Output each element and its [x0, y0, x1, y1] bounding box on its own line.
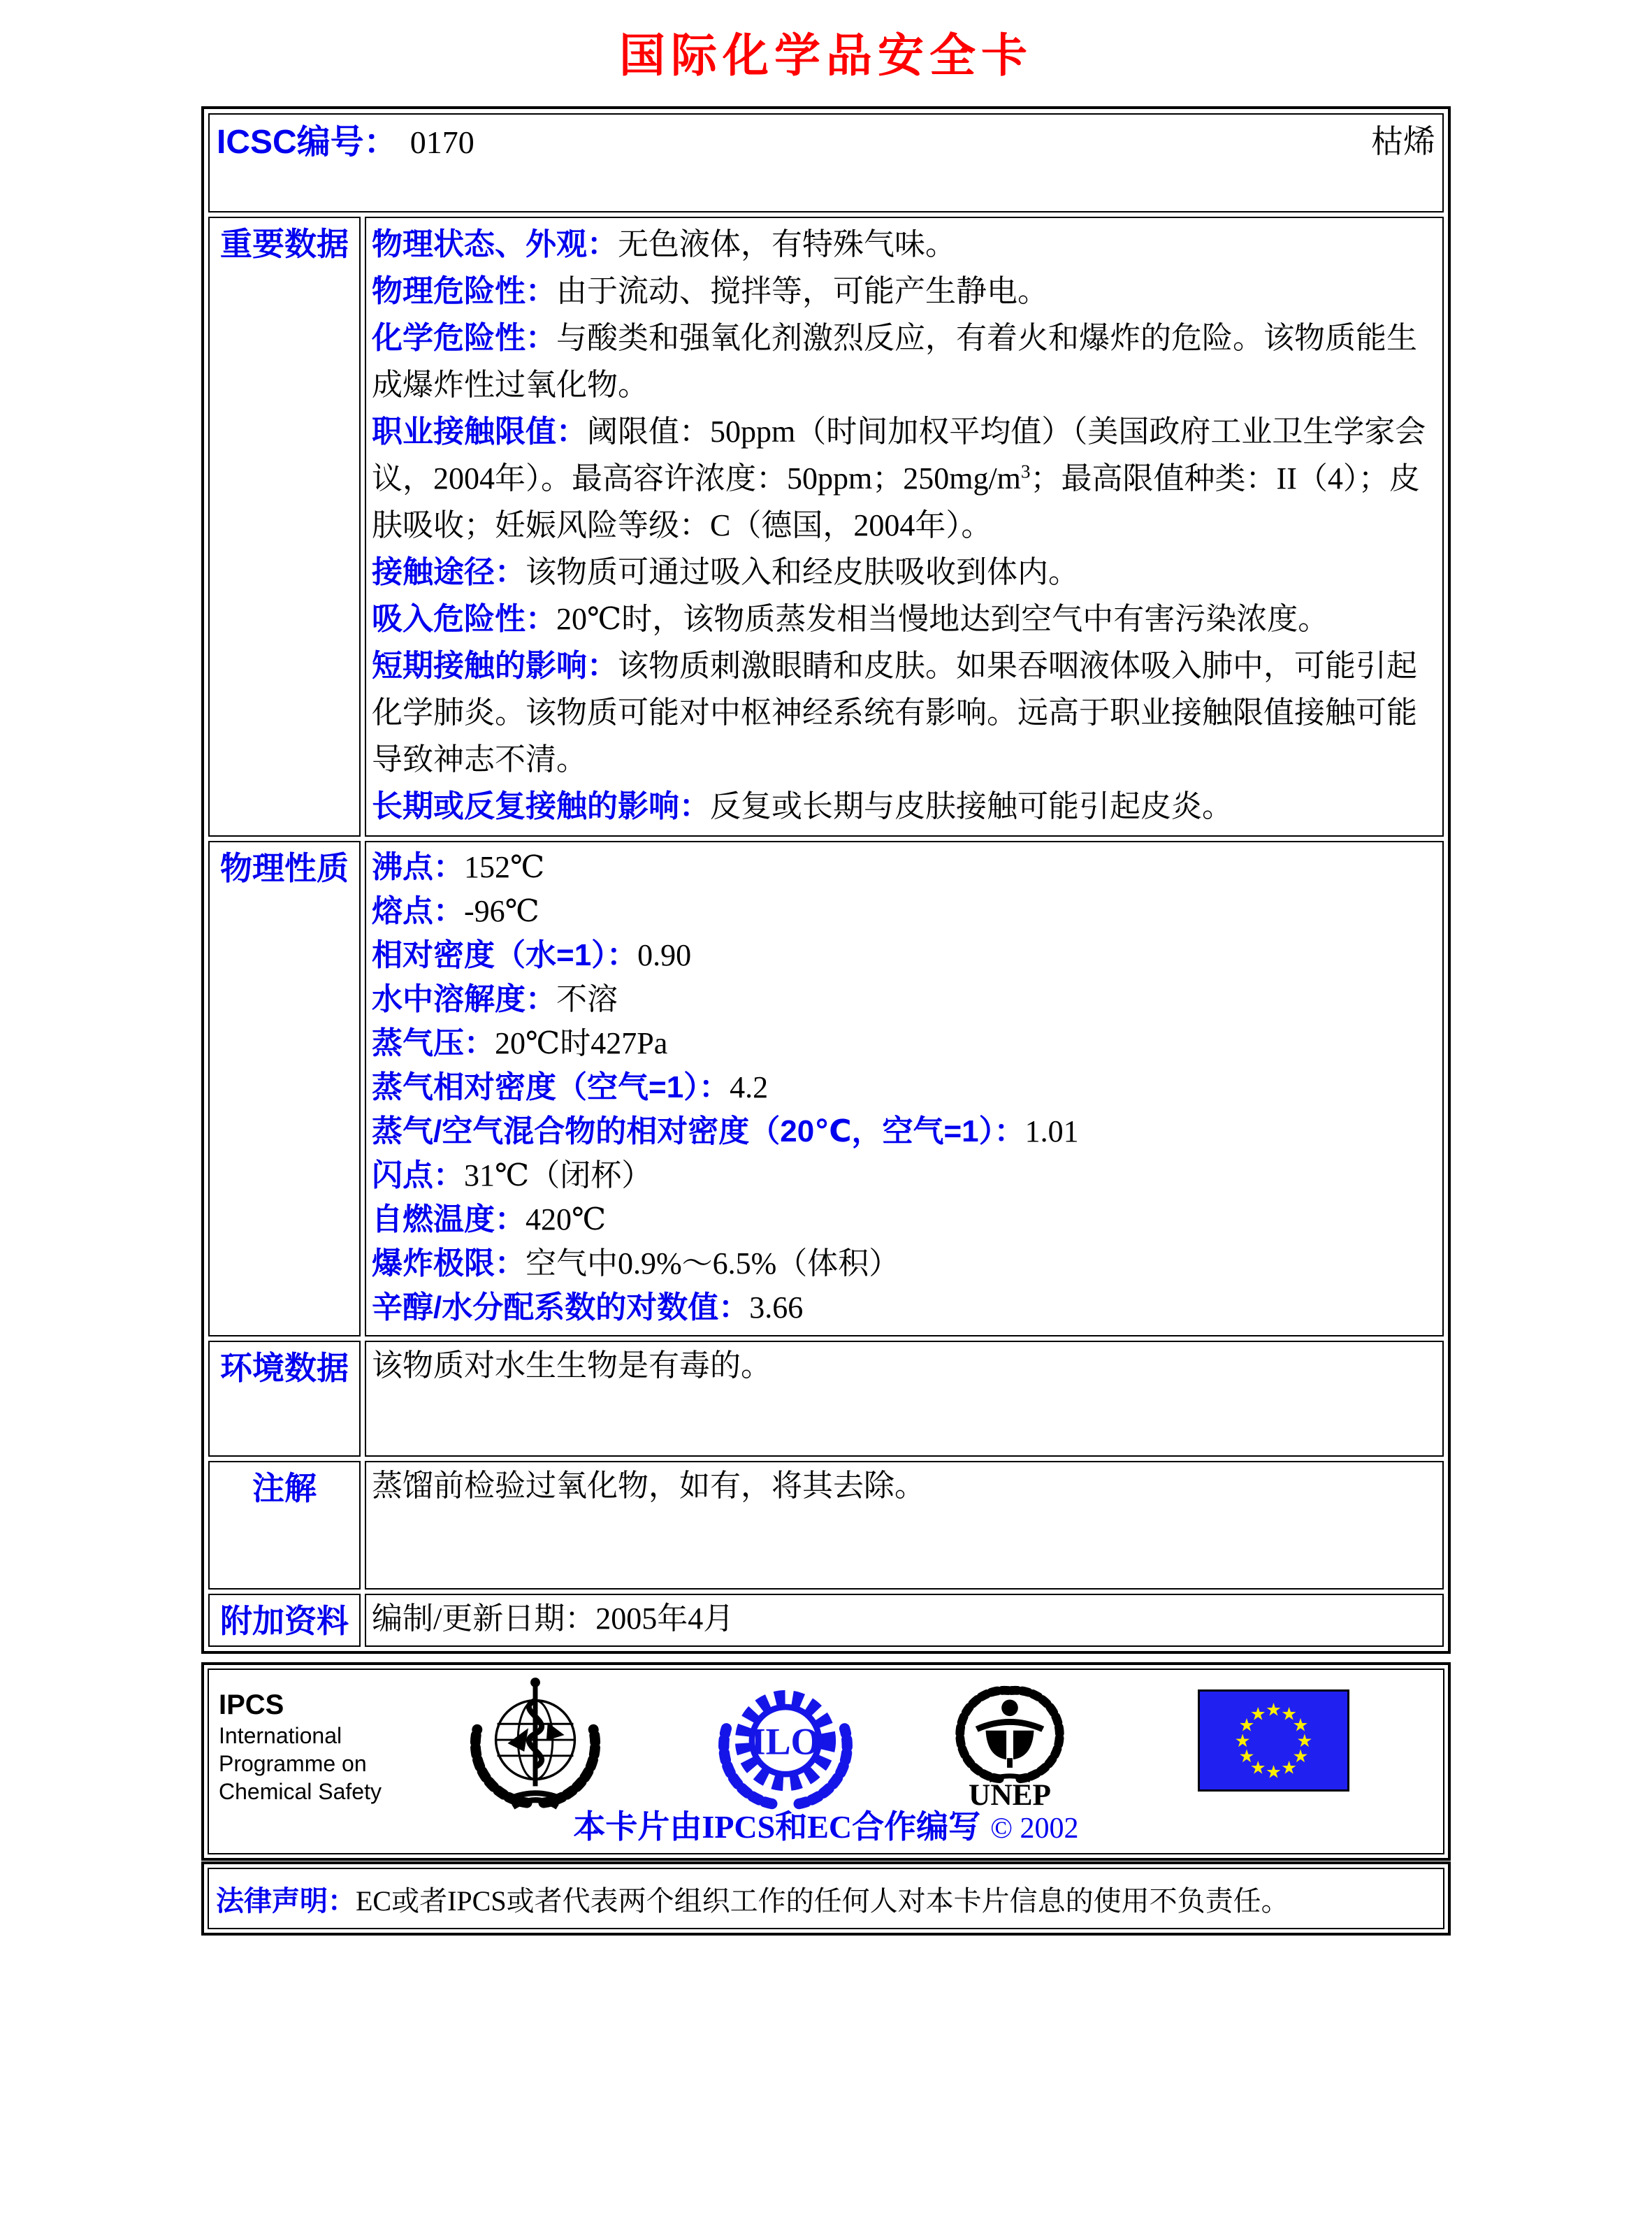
legal-box — [201, 1861, 1451, 1936]
section-label-cell-environmental-data — [208, 1341, 361, 1457]
text-line — [372, 315, 1435, 408]
svg-text:★: ★ — [1281, 1703, 1298, 1725]
field-text: 阈限值：50ppm（时间加权平均值）（美国政府工业卫生学家会议，2004年）。最高容许浓度：50ppm；250mg/m — [372, 415, 1426, 496]
text-line — [372, 221, 1435, 268]
text-line — [372, 1345, 1435, 1387]
ipcs-line-2: Programme on — [219, 1751, 367, 1776]
icsc-number-value: 0170 — [410, 124, 474, 160]
text-line — [372, 408, 1435, 549]
field-text: 152℃ — [464, 850, 545, 884]
unep-logo-icon — [951, 1676, 1068, 1810]
svg-text:★: ★ — [1249, 1757, 1266, 1779]
ipcs-acronym: IPCS — [219, 1689, 284, 1720]
svg-text:★: ★ — [1292, 1746, 1309, 1768]
field-label: 长期或反复接触的影响： — [372, 789, 710, 823]
card-table-wrap — [201, 106, 1451, 1654]
eu-flag-icon — [1198, 1689, 1349, 1792]
section-label-cell-important-data — [208, 217, 361, 837]
unep-logo-text: UNEP — [969, 1778, 1051, 1810]
text-line — [372, 1598, 1435, 1640]
icsc-header — [217, 115, 1435, 163]
svg-text:★: ★ — [1266, 1761, 1282, 1783]
field-label: 蒸气/空气混合物的相对密度（20℃，空气=1）： — [372, 1114, 1025, 1148]
field-label: 相对密度（水=1）： — [372, 938, 638, 972]
field-text: 无色液体，有特殊气味。 — [618, 227, 956, 261]
section-label-environmental-data: 环境数据 — [220, 1350, 349, 1386]
icsc-header-row — [208, 113, 1444, 212]
field-label: 蒸气相对密度（空气=1）： — [372, 1070, 730, 1104]
field-text: 0.90 — [637, 938, 692, 972]
section-label-cell-notes — [208, 1461, 361, 1590]
text-line — [372, 977, 1435, 1021]
footer-caption-text: 本卡片由IPCS和EC合作编写 — [573, 1809, 981, 1845]
ipcs-text-block — [219, 1688, 382, 1806]
text-line — [372, 1241, 1435, 1285]
text-line — [372, 783, 1435, 830]
field-text: 空气中0.9%～6.5%（体积） — [526, 1246, 900, 1281]
legal-text: EC或者IPCS或者代表两个组织工作的任何人对本卡片信息的使用不负责任。 — [356, 1885, 1289, 1917]
field-text: 3 — [1020, 461, 1031, 482]
ipcs-line-1: International — [219, 1723, 342, 1748]
legal-inner — [208, 1868, 1444, 1929]
svg-text:★: ★ — [1292, 1715, 1309, 1736]
section-label-important-data: 重要数据 — [220, 226, 349, 262]
field-label: 吸入危险性： — [372, 602, 556, 636]
field-text: 由于流动、搅拌等，可能产生静电。 — [556, 274, 1048, 308]
field-text: 与酸类和强氧化剂激烈反应，有着火和爆炸的危险。该物质能生成爆炸性过氧化物。 — [372, 321, 1417, 402]
svg-text:★: ★ — [1296, 1730, 1313, 1752]
footer-copyright: © 2002 — [990, 1813, 1079, 1845]
field-label: 辛醇/水分配系数的对数值： — [372, 1290, 750, 1325]
field-text: 反复或长期与皮肤接触可能引起皮炎。 — [710, 789, 1233, 823]
text-line — [372, 845, 1435, 889]
field-label: 职业接触限值： — [372, 415, 587, 449]
section-content-notes — [365, 1461, 1444, 1590]
icsc-number-group — [217, 115, 474, 163]
section-row-physical-properties — [208, 841, 1444, 1336]
svg-text:★: ★ — [1238, 1715, 1255, 1736]
text-line — [372, 889, 1435, 933]
section-content-important-data — [365, 217, 1444, 837]
text-line — [372, 1153, 1435, 1197]
field-text: 420℃ — [526, 1202, 607, 1237]
svg-text:★: ★ — [1249, 1703, 1266, 1725]
text-line — [372, 1285, 1435, 1329]
field-text: 4.2 — [730, 1070, 769, 1104]
field-label: 物理状态、外观： — [372, 227, 618, 261]
svg-text:★: ★ — [1234, 1730, 1251, 1752]
chemical-name: 枯烯 — [1371, 123, 1435, 159]
field-label: 化学危险性： — [372, 321, 556, 355]
ilo-logo-text: ILO — [751, 1720, 820, 1763]
icsc-header-cell — [208, 113, 1444, 212]
field-label: 爆炸极限： — [372, 1246, 526, 1281]
card-table — [201, 106, 1451, 1654]
field-text: 1.01 — [1024, 1114, 1079, 1148]
svg-text:★: ★ — [1238, 1746, 1255, 1768]
field-text: 20℃时，该物质蒸发相当慢地达到空气中有害污染浓度。 — [556, 602, 1329, 636]
section-content-physical-properties — [365, 841, 1444, 1336]
field-text: 蒸馏前检验过氧化物，如有，将其去除。 — [372, 1469, 925, 1503]
field-label: 自燃温度： — [372, 1202, 526, 1237]
section-label-notes: 注解 — [252, 1470, 317, 1506]
field-text: 3.66 — [749, 1290, 804, 1325]
text-line — [372, 596, 1435, 642]
section-row-important-data — [208, 217, 1444, 837]
text-line — [372, 1065, 1435, 1109]
footer-logos-inner — [208, 1669, 1444, 1854]
text-line — [372, 1465, 1435, 1507]
field-label: 闪点： — [372, 1158, 464, 1192]
text-line — [372, 642, 1435, 783]
text-line — [372, 268, 1435, 315]
section-content-environmental-data — [365, 1341, 1444, 1457]
text-line — [372, 933, 1435, 977]
field-label: 接触途径： — [372, 555, 526, 589]
field-label: 熔点： — [372, 894, 464, 928]
field-text: -96℃ — [464, 894, 539, 928]
icsc-number-label: ICSC编号： — [217, 124, 398, 161]
field-text: 该物质对水生生物是有毒的。 — [372, 1348, 771, 1383]
text-line — [372, 1197, 1435, 1241]
section-label-cell-additional-info — [208, 1594, 361, 1647]
field-text: 该物质可通过吸入和经皮肤吸收到体内。 — [526, 555, 1079, 589]
ipcs-line-3: Chemical Safety — [219, 1779, 382, 1804]
field-label: 短期接触的影响： — [372, 649, 618, 683]
who-logo-icon — [466, 1674, 604, 1813]
text-line — [372, 549, 1435, 596]
section-label-physical-properties: 物理性质 — [220, 850, 349, 886]
field-text: ；最高限值种类：II（4）；皮肤吸收；妊娠风险等级：C（德国，2004年）。 — [372, 461, 1420, 542]
ilo-logo-icon — [698, 1676, 873, 1811]
section-label-additional-info: 附加资料 — [220, 1603, 349, 1639]
svg-text:★: ★ — [1281, 1757, 1298, 1779]
section-label-cell-physical-properties — [208, 841, 361, 1336]
section-row-environmental-data — [208, 1341, 1444, 1457]
text-line — [372, 1021, 1435, 1065]
field-text: 20℃时427Pa — [495, 1026, 668, 1060]
field-text: 不溶 — [556, 982, 618, 1016]
section-row-notes — [208, 1461, 1444, 1590]
field-text: 该物质刺激眼睛和皮肤。如果吞咽液体吸入肺中，可能引起化学肺炎。该物质可能对中枢神经系统有影响。远高于职业接触限值接触可能导致神志不清。 — [372, 649, 1417, 777]
footer-logos-box — [201, 1662, 1451, 1861]
field-text: 31℃（闭杯） — [464, 1158, 653, 1192]
field-text: 编制/更新日期：2005年4月 — [372, 1601, 734, 1636]
field-label: 水中溶解度： — [372, 982, 556, 1016]
field-label: 物理危险性： — [372, 274, 556, 308]
legal-label: 法律声明： — [216, 1885, 356, 1917]
footer-caption — [209, 1801, 1443, 1847]
field-label: 沸点： — [372, 850, 464, 884]
text-line — [372, 1109, 1435, 1153]
page-title: 国际化学品安全卡 — [619, 29, 1033, 81]
section-row-additional-info — [208, 1594, 1444, 1647]
field-label: 蒸气压： — [372, 1026, 495, 1060]
section-content-additional-info — [365, 1594, 1444, 1647]
svg-text:★: ★ — [1266, 1699, 1282, 1721]
